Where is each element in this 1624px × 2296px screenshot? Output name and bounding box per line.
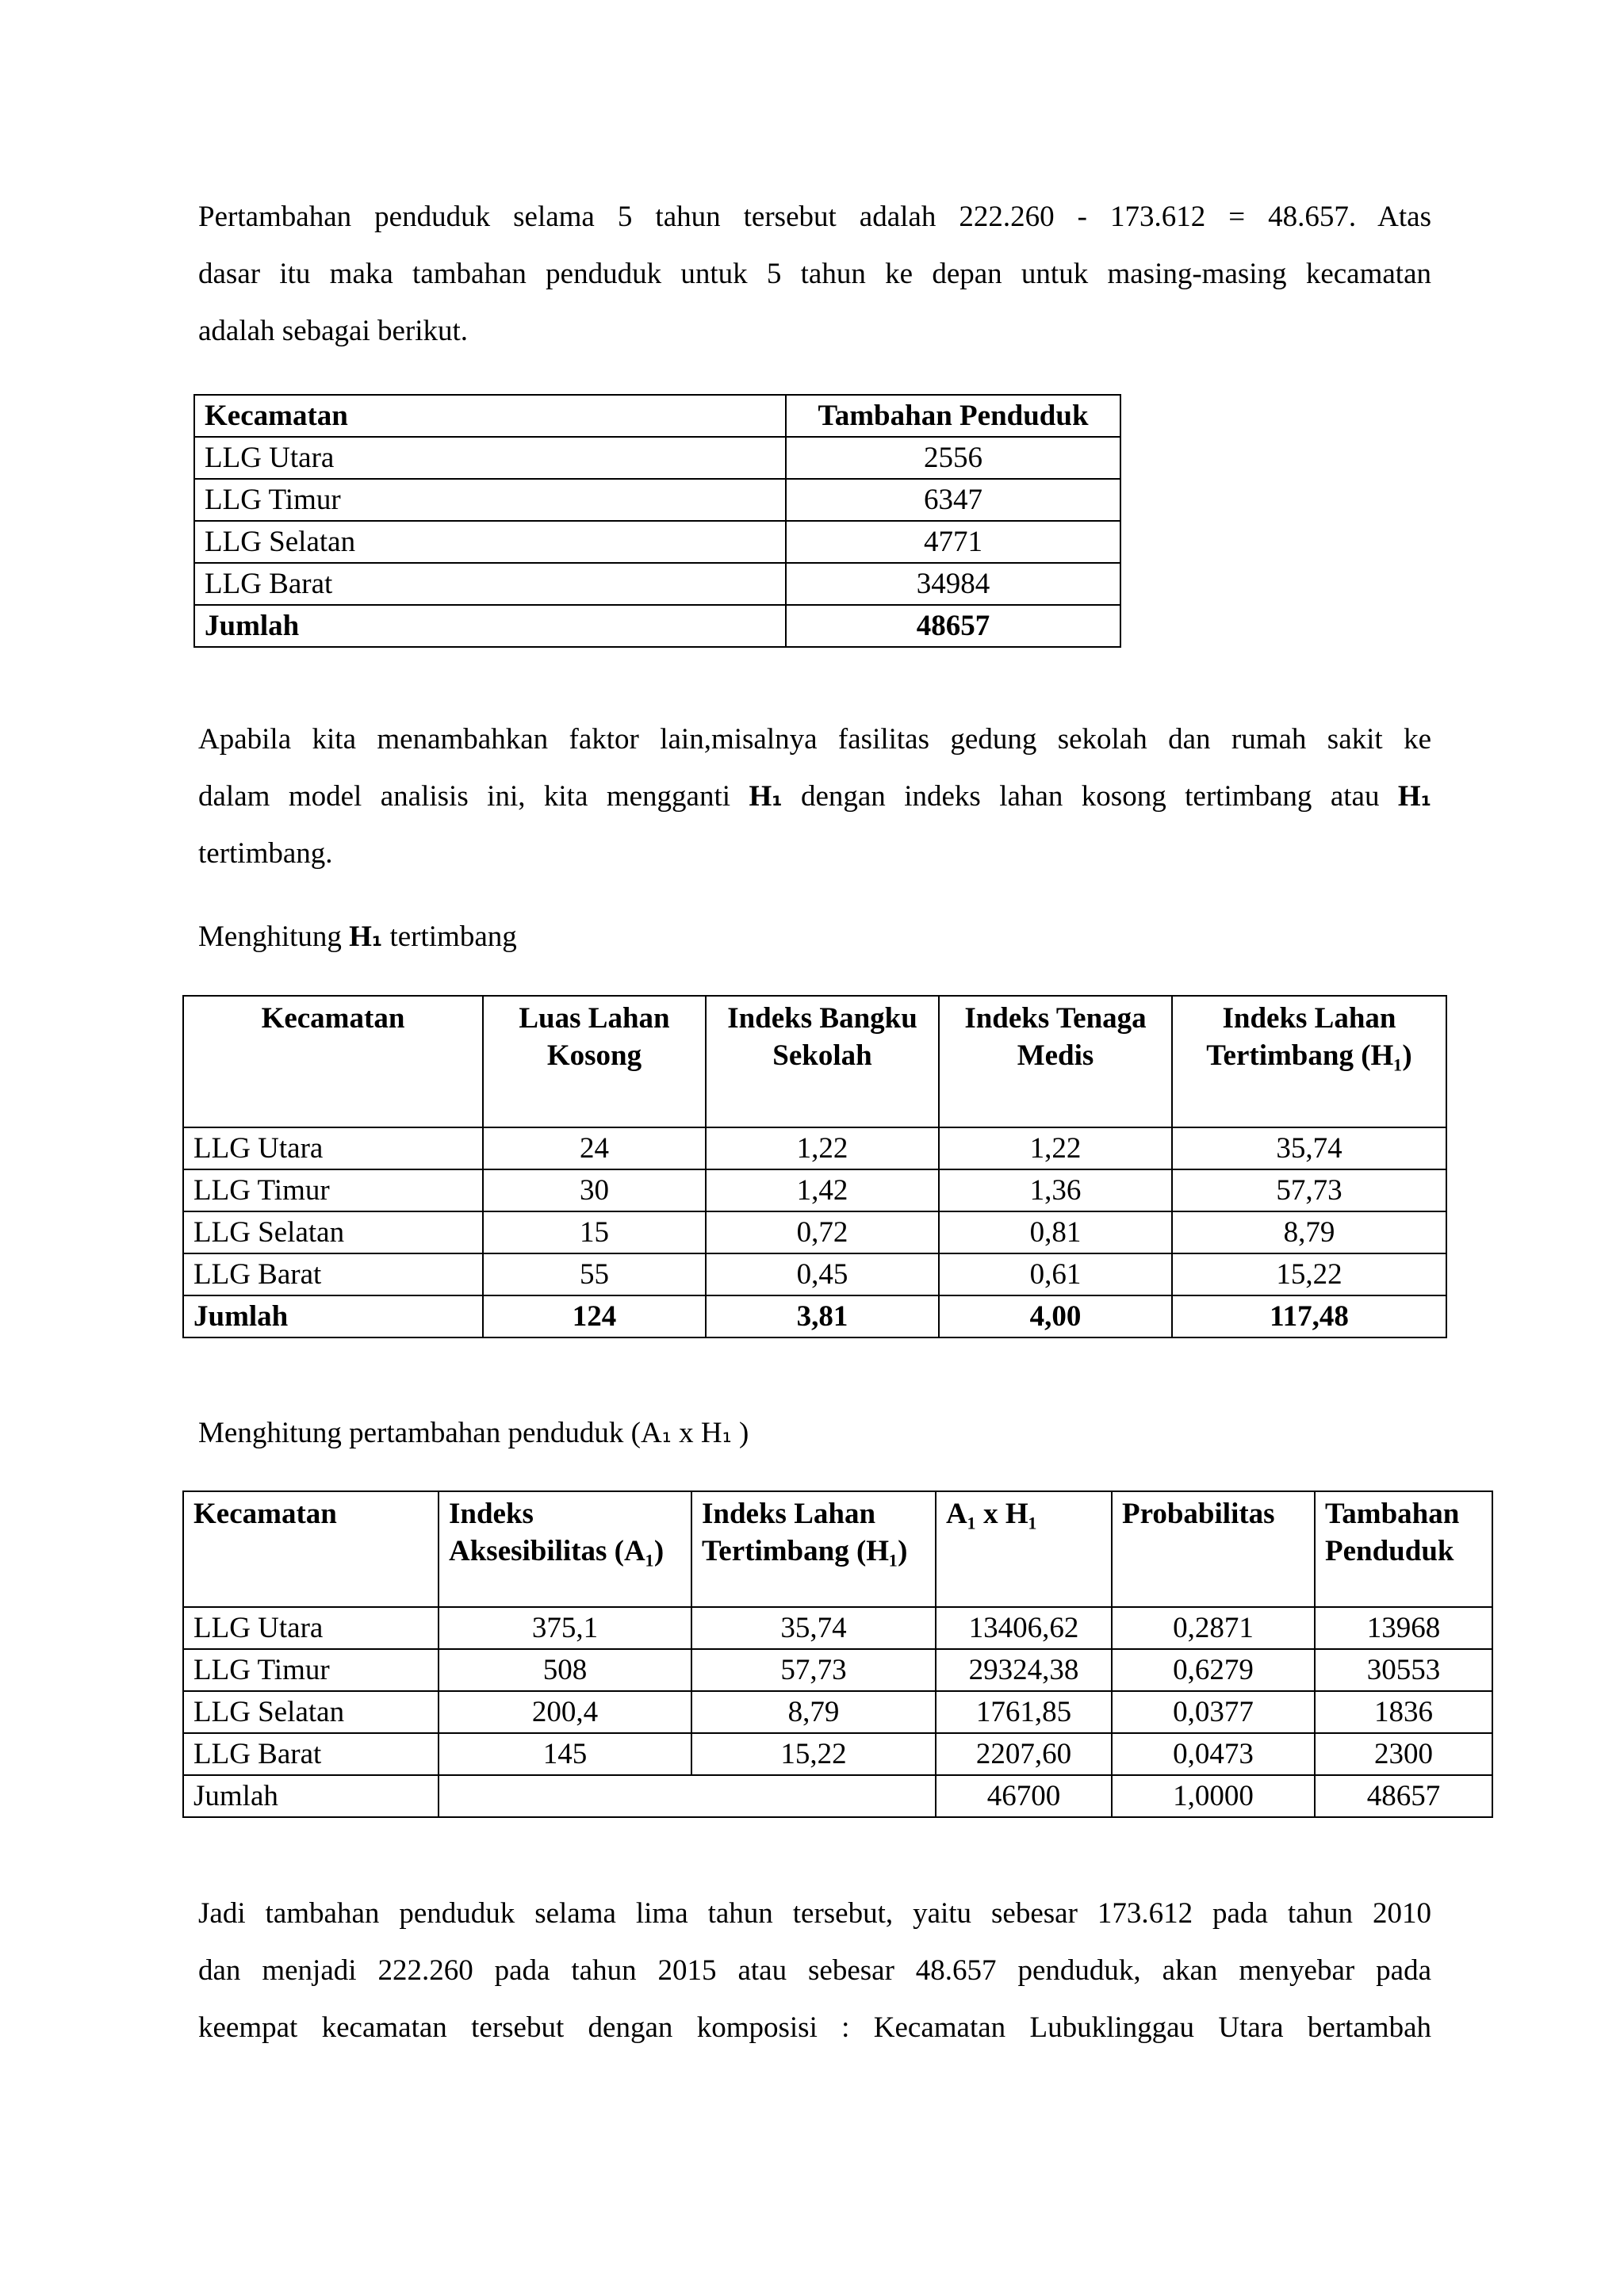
table-cell: 24 xyxy=(483,1127,706,1169)
table-cell: 2300 xyxy=(1315,1733,1492,1775)
column-header: Tambahan Penduduk xyxy=(1315,1491,1492,1607)
table-row xyxy=(183,1253,1446,1295)
column-header: Kecamatan xyxy=(183,996,483,1127)
population-increase-table xyxy=(193,394,1121,648)
table-cell: 145 xyxy=(439,1733,691,1775)
table-cell: LLG Selatan xyxy=(183,1691,439,1733)
table-cell: 57,73 xyxy=(691,1649,936,1691)
table-cell: LLG Timur xyxy=(183,1649,439,1691)
table-cell: 4771 xyxy=(786,521,1120,563)
para2-line-1: Apabila kita menambahkan faktor lain,misalnya fasilitas gedung sekolah dan rumah sakit ke xyxy=(198,723,1431,756)
table-row xyxy=(183,1169,1446,1211)
table-cell: 0,81 xyxy=(939,1211,1172,1253)
table-row xyxy=(194,563,1120,605)
column-header: Indeks Aksesibilitas (A₁) xyxy=(439,1491,691,1607)
table-cell: 1836 xyxy=(1315,1691,1492,1733)
table-total-row xyxy=(183,1775,1492,1817)
table-header-row xyxy=(183,996,1446,1127)
table-cell: 508 xyxy=(439,1649,691,1691)
para2-line-3: tertimbang. xyxy=(198,837,333,870)
table-cell: 1,42 xyxy=(706,1169,939,1211)
table-cell: 117,48 xyxy=(1172,1295,1446,1337)
table-cell: LLG Barat xyxy=(183,1733,439,1775)
table-cell: LLG Selatan xyxy=(183,1211,483,1253)
table-cell: LLG Utara xyxy=(183,1607,439,1649)
table-row xyxy=(194,437,1120,479)
table-cell: 0,0473 xyxy=(1112,1733,1315,1775)
table-cell: 13968 xyxy=(1315,1607,1492,1649)
intro-line-2: dasar itu maka tambahan penduduk untuk 5 tahun ke depan untuk masing-masing kecamatan xyxy=(198,258,1431,290)
section-heading: Menghitung H₁ tertimbang xyxy=(198,920,517,953)
table-cell: 2556 xyxy=(786,437,1120,479)
column-header: Indeks Bangku Sekolah xyxy=(706,996,939,1127)
table-total-row xyxy=(194,605,1120,647)
table-cell: 29324,38 xyxy=(936,1649,1112,1691)
table-cell: 1,22 xyxy=(939,1127,1172,1169)
table-row xyxy=(183,1127,1446,1169)
h1-symbol: H₁ xyxy=(1397,780,1431,813)
table-total-row xyxy=(183,1295,1446,1337)
table-cell: LLG Barat xyxy=(183,1253,483,1295)
table-row xyxy=(183,1211,1446,1253)
table-row xyxy=(194,521,1120,563)
table-cell: 15 xyxy=(483,1211,706,1253)
table-cell: 1,0000 xyxy=(1112,1775,1315,1817)
table-cell: 0,2871 xyxy=(1112,1607,1315,1649)
table-cell: 35,74 xyxy=(691,1607,936,1649)
table-cell: 30553 xyxy=(1315,1649,1492,1691)
table-cell: 2207,60 xyxy=(936,1733,1112,1775)
column-header: Indeks Tenaga Medis xyxy=(939,996,1172,1127)
table-cell: 0,61 xyxy=(939,1253,1172,1295)
table-cell: Jumlah xyxy=(183,1775,439,1817)
table-cell: 46700 xyxy=(936,1775,1112,1817)
table-cell: 1,22 xyxy=(706,1127,939,1169)
table-row xyxy=(194,479,1120,521)
table-cell: LLG Utara xyxy=(194,437,786,479)
column-header: A₁ x H₁ xyxy=(936,1491,1112,1607)
conclusion-line-1: Jadi tambahan penduduk selama lima tahun tersebut, yaitu sebesar 173.612 pada tahun 2010 xyxy=(198,1897,1431,1930)
table-row xyxy=(183,1691,1492,1733)
para2-text-a: dalam model analisis ini, kita mengganti xyxy=(198,780,749,813)
table-cell xyxy=(439,1775,936,1817)
para2-text-b: dengan indeks lahan kosong tertimbang atau xyxy=(782,780,1398,813)
population-distribution-table xyxy=(182,1490,1493,1818)
table-cell: 13406,62 xyxy=(936,1607,1112,1649)
table-cell: 15,22 xyxy=(691,1733,936,1775)
table-cell: 1,36 xyxy=(939,1169,1172,1211)
table-cell: 124 xyxy=(483,1295,706,1337)
column-header: Indeks Lahan Tertimbang (H₁) xyxy=(1172,996,1446,1127)
para2-line-2 xyxy=(198,768,1431,827)
table-cell: 1761,85 xyxy=(936,1691,1112,1733)
conclusion-line-3: keempat kecamatan tersebut dengan komposisi : Kecamatan Lubuklinggau Utara bertambah xyxy=(198,2011,1431,2044)
table-cell: LLG Timur xyxy=(194,479,786,521)
intro-line-1: Pertambahan penduduk selama 5 tahun tersebut adalah 222.260 - 173.612 = 48.657. Atas xyxy=(198,201,1431,233)
table-cell: LLG Barat xyxy=(194,563,786,605)
column-header: Kecamatan xyxy=(183,1491,439,1607)
table-cell: 0,45 xyxy=(706,1253,939,1295)
table-cell: LLG Timur xyxy=(183,1169,483,1211)
section-heading: Menghitung pertambahan penduduk (A₁ x H₁ ) xyxy=(198,1417,749,1449)
table-cell: 8,79 xyxy=(1172,1211,1446,1253)
table-cell: Jumlah xyxy=(194,605,786,647)
table-cell: 0,72 xyxy=(706,1211,939,1253)
table-cell: 0,6279 xyxy=(1112,1649,1315,1691)
table-cell: LLG Utara xyxy=(183,1127,483,1169)
table-row xyxy=(183,1607,1492,1649)
table-cell: 375,1 xyxy=(439,1607,691,1649)
table-cell: Jumlah xyxy=(183,1295,483,1337)
table-cell: LLG Selatan xyxy=(194,521,786,563)
weighted-land-index-table xyxy=(182,995,1447,1338)
table-row xyxy=(183,1733,1492,1775)
column-header: Tambahan Penduduk xyxy=(786,395,1120,437)
table-header-row xyxy=(183,1491,1492,1607)
table-cell: 35,74 xyxy=(1172,1127,1446,1169)
table-cell: 48657 xyxy=(1315,1775,1492,1817)
table-cell: 55 xyxy=(483,1253,706,1295)
table-cell: 15,22 xyxy=(1172,1253,1446,1295)
table-cell: 57,73 xyxy=(1172,1169,1446,1211)
table-cell: 200,4 xyxy=(439,1691,691,1733)
column-header: Probabilitas xyxy=(1112,1491,1315,1607)
h1-symbol: H₁ xyxy=(749,780,783,813)
table-cell: 8,79 xyxy=(691,1691,936,1733)
intro-line-3: adalah sebagai berikut. xyxy=(198,315,469,347)
table-cell: 34984 xyxy=(786,563,1120,605)
table-cell: 48657 xyxy=(786,605,1120,647)
table-cell: 0,0377 xyxy=(1112,1691,1315,1733)
column-header: Luas Lahan Kosong xyxy=(483,996,706,1127)
table-cell: 30 xyxy=(483,1169,706,1211)
table-header-row xyxy=(194,395,1120,437)
conclusion-line-2: dan menjadi 222.260 pada tahun 2015 atau sebesar 48.657 penduduk, akan menyebar pada xyxy=(198,1954,1431,1987)
table-cell: 3,81 xyxy=(706,1295,939,1337)
column-header: Indeks Lahan Tertimbang (H₁) xyxy=(691,1491,936,1607)
column-header: Kecamatan xyxy=(194,395,786,437)
table-cell: 6347 xyxy=(786,479,1120,521)
table-cell: 4,00 xyxy=(939,1295,1172,1337)
table-row xyxy=(183,1649,1492,1691)
